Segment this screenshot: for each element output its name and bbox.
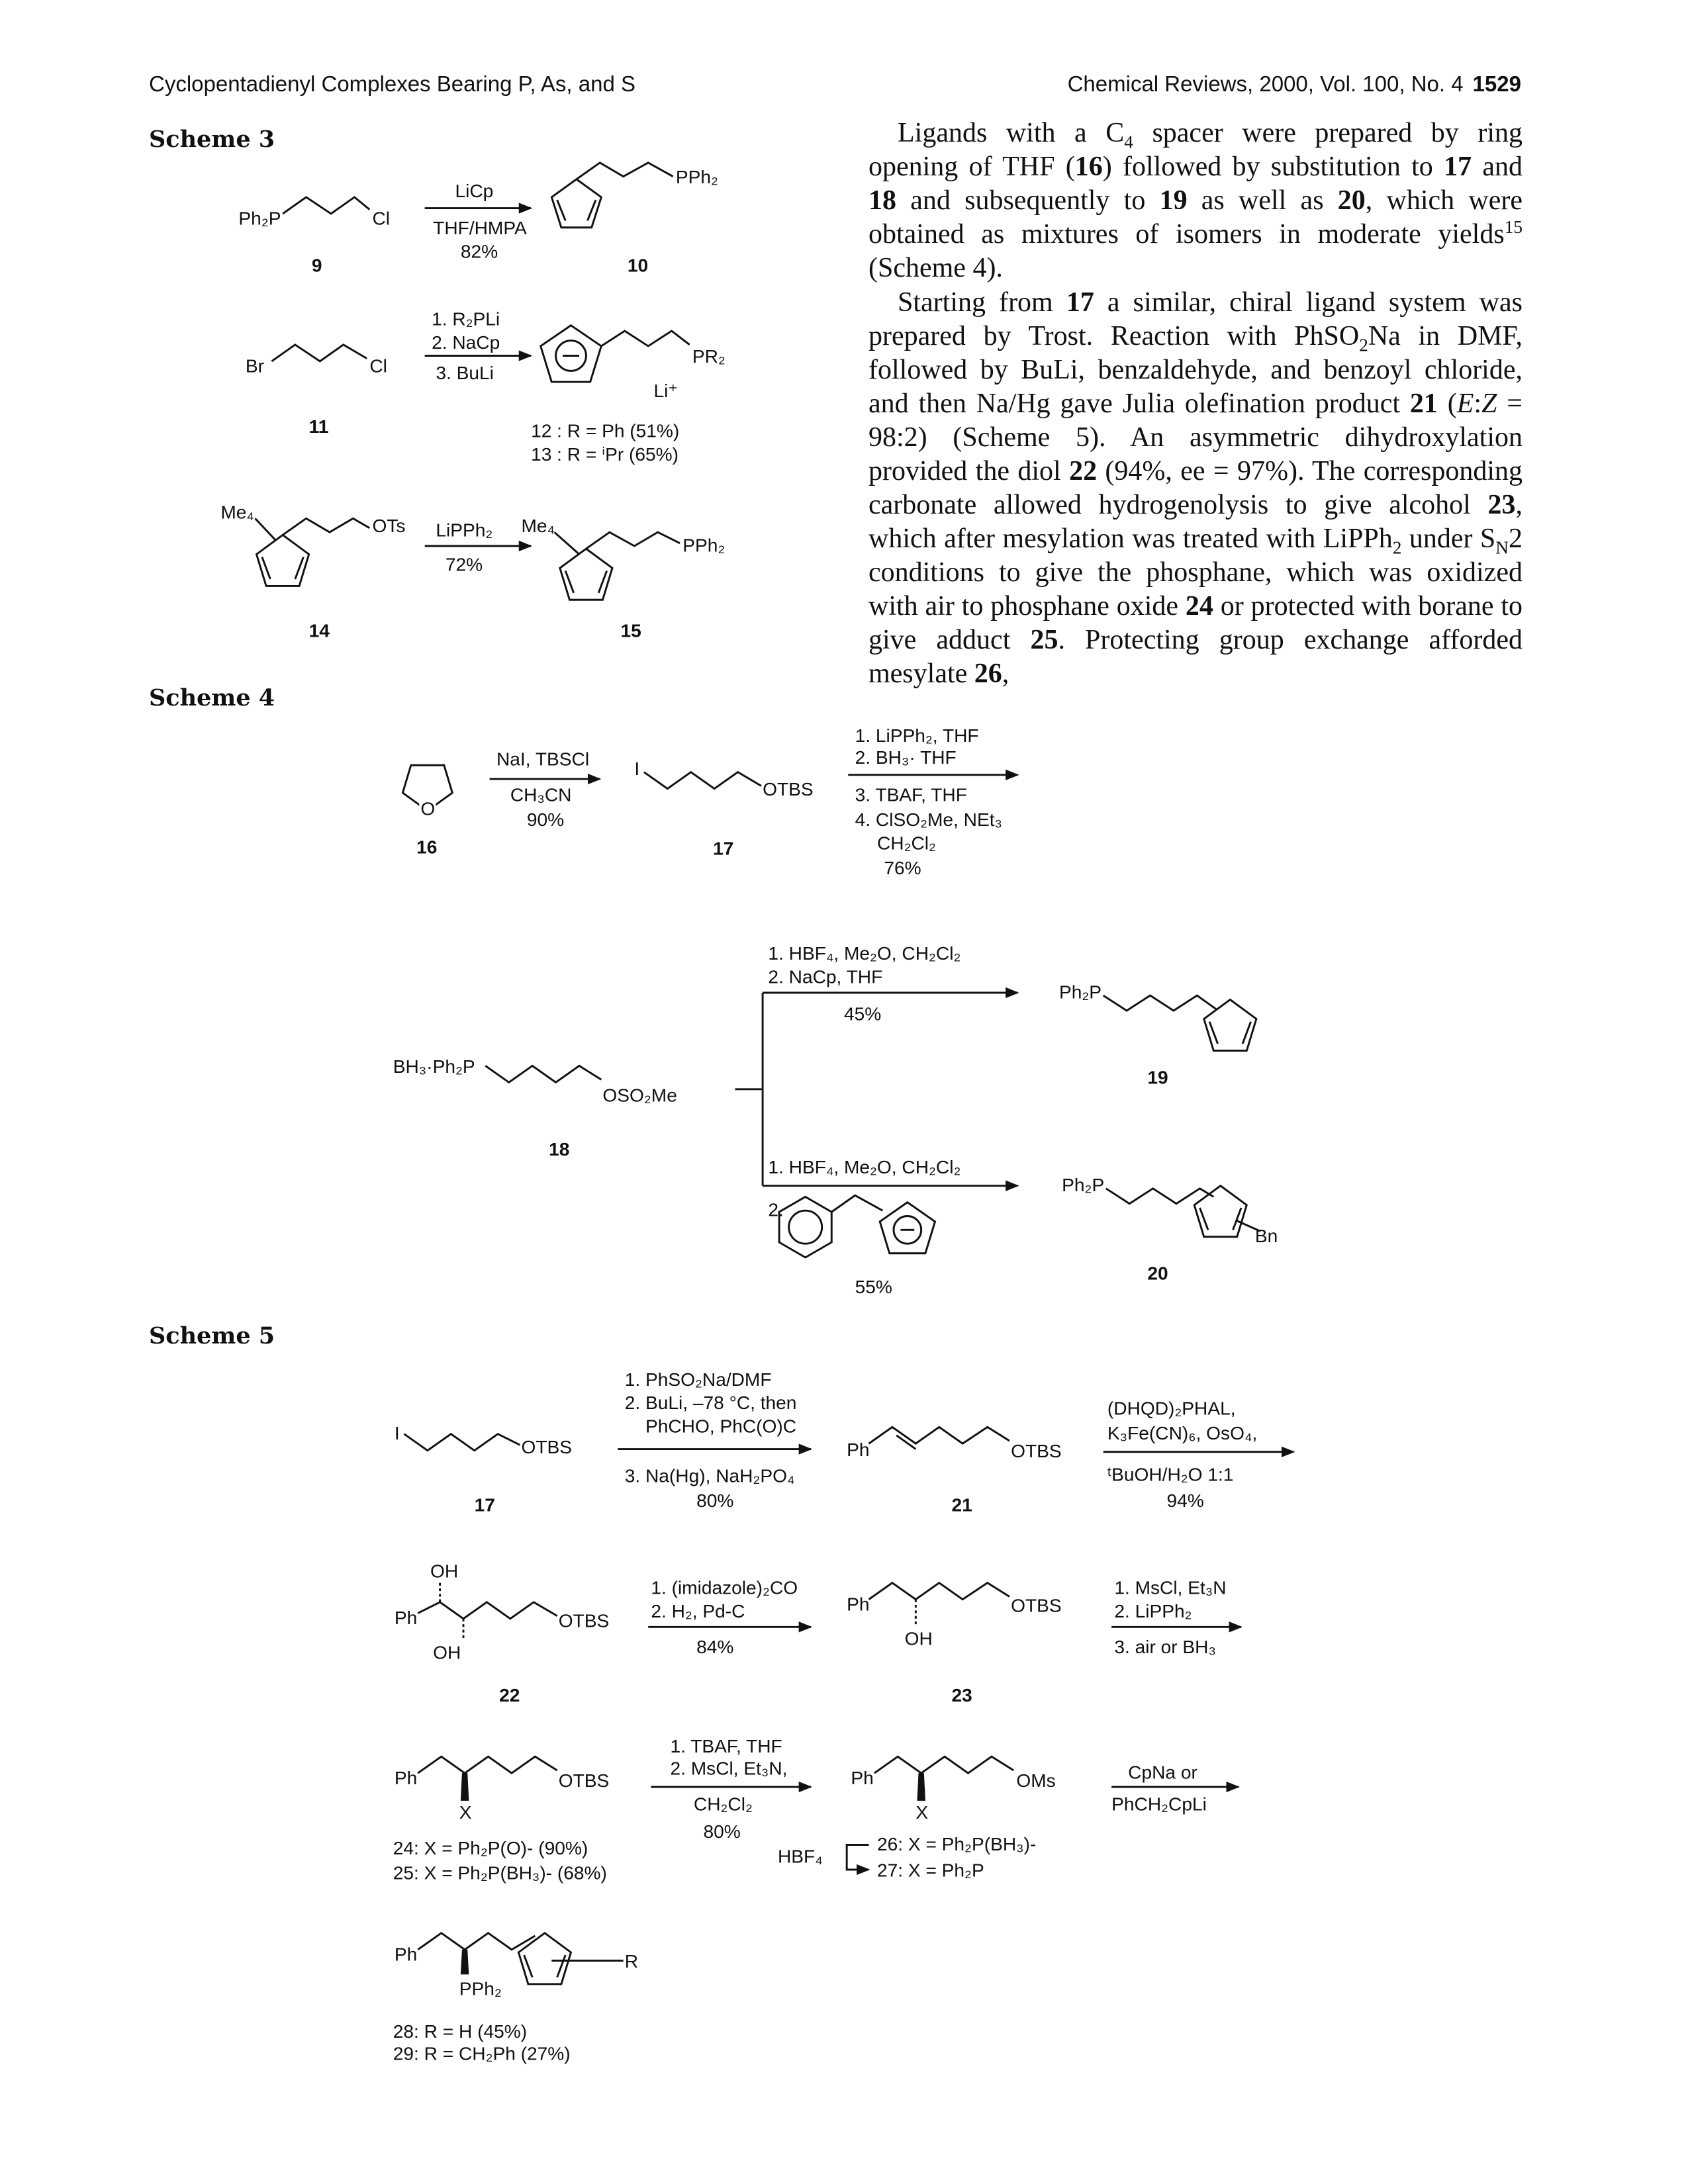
product-12-label: 12 : R = Ph (51%) bbox=[531, 420, 680, 441]
step-label: 1. R₂PLi bbox=[432, 308, 500, 330]
compound-reference: 19 bbox=[1159, 185, 1188, 216]
ph2p-label: Ph₂P bbox=[238, 208, 281, 229]
cyclopentadiene-ring bbox=[257, 535, 309, 586]
yield-label: 94% bbox=[1166, 1490, 1204, 1512]
text-segment: : bbox=[1474, 388, 1482, 419]
compound-number: 18 bbox=[549, 1138, 570, 1160]
me4-label: Me₄ bbox=[521, 516, 555, 537]
step-label: 2. BH₃· THF bbox=[855, 747, 957, 768]
oms-label: OMs bbox=[1016, 1770, 1056, 1791]
text-segment: 4 bbox=[1124, 132, 1133, 152]
compound-reference: 16 bbox=[1074, 152, 1103, 182]
hbf4-label: HBF₄ bbox=[778, 1846, 823, 1867]
text-segment: (Scheme 4). bbox=[868, 253, 1003, 283]
yield-label: 55% bbox=[855, 1277, 892, 1298]
wedge-bond bbox=[917, 1773, 925, 1801]
step-label: 2. bbox=[768, 1199, 784, 1220]
text-segment: 2 bbox=[1359, 335, 1368, 355]
compound-number: 11 bbox=[308, 416, 329, 437]
alcohol-chain bbox=[869, 1583, 1010, 1600]
scheme-4 bbox=[393, 725, 1278, 1297]
product-26-label: 26: X = Ph₂P(BH₃)- bbox=[877, 1833, 1037, 1854]
oso2me-label: OSO₂Me bbox=[602, 1085, 677, 1106]
step-label: CH₂Cl₂ bbox=[693, 1794, 753, 1815]
text-segment: . Protecting group exchange afforded mesylate bbox=[868, 625, 1523, 689]
text-segment: (94%, ee = 97%). The corresponding carbonate allowed hydrogenolysis to give alcohol bbox=[868, 456, 1523, 520]
step-label: K₃Fe(CN)₆, OsO₄, bbox=[1107, 1423, 1258, 1443]
text-segment: , which after mesylation was treated with LiPPh bbox=[868, 490, 1523, 554]
butyl-chain bbox=[404, 1434, 520, 1451]
diol-chain bbox=[418, 1602, 557, 1619]
step-label: 2. NaCp bbox=[432, 332, 500, 353]
propyl-chain bbox=[586, 532, 680, 549]
alkene-chain bbox=[869, 1427, 1010, 1443]
compound-reference: 23 bbox=[1487, 490, 1516, 520]
compound-number: 17 bbox=[474, 1494, 495, 1516]
step-label: 1. MsCl, Et₃N bbox=[1114, 1577, 1227, 1598]
text-segment: and bbox=[1472, 152, 1523, 182]
step-label: ᵗBuOH/H₂O 1:1 bbox=[1107, 1464, 1234, 1485]
otbs-label: OTBS bbox=[1011, 1595, 1062, 1616]
butyl-chain bbox=[644, 772, 761, 789]
hydroxyl-label: OH bbox=[430, 1561, 459, 1582]
product-13-label: 13 : R = ⁱPr (65%) bbox=[531, 443, 679, 465]
compound-number: 16 bbox=[416, 837, 438, 858]
compound-reference: 18 bbox=[868, 185, 896, 216]
text-segment: Starting from bbox=[898, 287, 1066, 318]
yield-label: 76% bbox=[884, 857, 921, 878]
phenyl-label: Ph bbox=[847, 1594, 870, 1615]
reagent-label: NaI, TBSCl bbox=[496, 749, 590, 770]
yield-label: 80% bbox=[703, 1821, 741, 1843]
step-label: 3. air or BH₃ bbox=[1114, 1636, 1216, 1657]
step-label: 3. TBAF, THF bbox=[855, 784, 967, 805]
me4-label: Me₄ bbox=[220, 502, 254, 523]
text-segment: ( bbox=[1437, 388, 1457, 419]
compound-reference: 25 bbox=[1030, 625, 1058, 655]
pph2-label: PPh₂ bbox=[682, 535, 726, 556]
product-29-label: 29: R = CH₂Ph (27%) bbox=[393, 2043, 571, 2064]
otbs-label: OTBS bbox=[763, 779, 814, 800]
step-label: 3. Na(Hg), NaH₂PO₄ bbox=[624, 1465, 795, 1486]
text-segment: 15 bbox=[1504, 217, 1523, 237]
benzene-ring bbox=[779, 1197, 831, 1257]
page-number: 1529 bbox=[1472, 71, 1521, 96]
phosphane-chain bbox=[418, 1756, 557, 1773]
conversion-bracket-arrow bbox=[847, 1845, 868, 1870]
otbs-label: OTBS bbox=[558, 1610, 610, 1631]
text-segment: Ligands with a C bbox=[898, 118, 1125, 148]
compound-number: 19 bbox=[1147, 1067, 1168, 1088]
text-segment: a similar, chiral ligand system was prepared by Trost. Reaction with PhSO bbox=[868, 287, 1523, 351]
x-substituent-label: X bbox=[459, 1801, 472, 1823]
propyl-chain bbox=[283, 197, 369, 214]
butyl-chain bbox=[1106, 1189, 1214, 1204]
cl-label: Cl bbox=[372, 208, 391, 229]
scheme-5 bbox=[393, 1369, 1293, 2064]
yield-label: 84% bbox=[696, 1636, 734, 1657]
r-substituent-label: R bbox=[624, 1950, 639, 1972]
propyl-chain bbox=[271, 345, 367, 361]
propyl-chain bbox=[283, 518, 369, 535]
bond bbox=[255, 518, 275, 540]
methylene-bond bbox=[831, 1195, 882, 1212]
step-label: CH₂Cl₂ bbox=[877, 833, 936, 854]
yield-label: 82% bbox=[460, 241, 498, 262]
wedge-bond bbox=[461, 1773, 469, 1801]
step-label: 2. H₂, Pd-C bbox=[651, 1600, 745, 1621]
compound-number: 9 bbox=[311, 255, 322, 276]
product-24-label: 24: X = Ph₂P(O)- (90%) bbox=[393, 1838, 588, 1859]
mesylate-chain bbox=[874, 1756, 1013, 1773]
propyl-chain bbox=[601, 331, 689, 346]
hydroxyl-label: OH bbox=[904, 1628, 933, 1649]
x-substituent-label: X bbox=[915, 1801, 929, 1823]
text-segment: , bbox=[1002, 659, 1009, 689]
product-25-label: 25: X = Ph₂P(BH₃)- (68%) bbox=[393, 1862, 607, 1884]
text-segment: under S bbox=[1401, 523, 1496, 554]
text-segment: , which were obtained as mixtures of isomers in moderate yields bbox=[868, 185, 1523, 250]
phenyl-label: Ph bbox=[851, 1767, 874, 1788]
cyclopentadiene-ring bbox=[1204, 999, 1256, 1050]
text-segment: 2 conditions to give the phosphane, which was oxidized with air to phosphane oxide bbox=[868, 523, 1523, 621]
pr2-label: PR₂ bbox=[692, 345, 726, 367]
compound-reference: 17 bbox=[1066, 287, 1094, 318]
otbs-label: OTBS bbox=[558, 1770, 610, 1791]
compound-reference: 26 bbox=[974, 659, 1002, 689]
step-label: 2. LiPPh₂ bbox=[1114, 1600, 1192, 1621]
butyl-chain bbox=[485, 1066, 601, 1082]
compound-reference: 24 bbox=[1185, 591, 1213, 621]
pph2-label: PPh₂ bbox=[675, 167, 718, 188]
br-label: Br bbox=[245, 355, 264, 377]
reagent-label: LiCp bbox=[455, 180, 494, 201]
step-label: 2. BuLi, –78 °C, then bbox=[624, 1392, 797, 1414]
yield-label: 45% bbox=[844, 1003, 882, 1024]
phenyl-label: Ph bbox=[394, 1608, 418, 1629]
reagent-label: LiPPh₂ bbox=[436, 520, 493, 541]
text-segment: Z bbox=[1481, 388, 1497, 419]
oxygen-label: O bbox=[420, 798, 436, 819]
compound-reference: 22 bbox=[1069, 456, 1098, 486]
iodo-label: I bbox=[394, 1423, 400, 1443]
scheme-5-title: Scheme 5 bbox=[149, 1322, 275, 1349]
compound-number: 17 bbox=[713, 838, 734, 859]
step-label: 1. HBF₄, Me₂O, CH₂Cl₂ bbox=[768, 1156, 961, 1177]
text-segment: 2 bbox=[1392, 537, 1402, 558]
text-segment: and subsequently to bbox=[896, 185, 1160, 216]
scheme-3 bbox=[220, 163, 725, 641]
phenyl-label: Ph bbox=[394, 1944, 418, 1965]
text-segment: N bbox=[1495, 537, 1509, 558]
running-header-title: Cyclopentadienyl Complexes Bearing P, As, and S bbox=[149, 71, 635, 96]
text-segment: E bbox=[1456, 388, 1474, 419]
step-label: 1. (imidazole)₂CO bbox=[651, 1577, 798, 1598]
compound-number: 15 bbox=[620, 620, 641, 641]
condition-label: CH₃CN bbox=[510, 784, 572, 805]
cyclopentadienyl-ring bbox=[880, 1203, 935, 1253]
step-label: 4. ClSO₂Me, NEt₃ bbox=[855, 809, 1002, 830]
condition-label: THF/HMPA bbox=[433, 218, 527, 239]
compound-number: 10 bbox=[627, 255, 649, 276]
step-label: 1. HBF₄, Me₂O, CH₂Cl₂ bbox=[768, 943, 961, 964]
compound-reference: 17 bbox=[1444, 152, 1472, 182]
product-27-label: 27: X = Ph₂P bbox=[877, 1860, 984, 1881]
text-segment: or protected with borane to give adduct bbox=[868, 591, 1523, 655]
ph2p-label: Ph₂P bbox=[1059, 981, 1102, 1003]
benzyl-label: Bn bbox=[1254, 1226, 1278, 1247]
product-28-label: 28: R = H (45%) bbox=[393, 2021, 528, 2042]
step-label: PhCHO, PhC(O)C bbox=[645, 1416, 797, 1437]
yield-label: 72% bbox=[445, 554, 483, 575]
text-segment: = 98:2) (Scheme 5). An asymmetric dihydroxylation provided the diol bbox=[868, 388, 1523, 486]
step-label: 1. PhSO₂Na/DMF bbox=[624, 1369, 772, 1390]
cyclopentadiene-ring bbox=[1194, 1186, 1246, 1237]
text-segment: as well as bbox=[1187, 185, 1338, 216]
iodo-label: I bbox=[634, 758, 640, 779]
cyclopentadiene-ring bbox=[560, 549, 612, 600]
cl-label: Cl bbox=[369, 355, 387, 377]
reagent-label: PhCH₂CpLi bbox=[1111, 1794, 1207, 1815]
text-segment: spacer were prepared by ring opening of THF ( bbox=[868, 118, 1523, 182]
compound-number: 14 bbox=[308, 620, 330, 641]
butyl-chain bbox=[1103, 995, 1217, 1011]
phenyl-label: Ph bbox=[847, 1439, 870, 1460]
yield-label: 80% bbox=[696, 1490, 734, 1512]
hydroxyl-label: OH bbox=[433, 1642, 461, 1663]
text-segment: Na in DMF, followed by BuLi, benzaldehyde, and benzoyl chloride, and then Na/Hg gave Julia olefination product bbox=[868, 321, 1523, 419]
otbs-label: OTBS bbox=[521, 1436, 573, 1457]
otbs-label: OTBS bbox=[1011, 1441, 1062, 1462]
wedge-bond bbox=[461, 1950, 469, 1975]
pph2-label: PPh₂ bbox=[459, 1978, 502, 1999]
bond bbox=[555, 532, 580, 554]
compound-number: 21 bbox=[951, 1494, 972, 1516]
scheme-3-title: Scheme 3 bbox=[149, 126, 275, 153]
reagent-label: CpNa or bbox=[1128, 1762, 1197, 1783]
text-segment: ) followed by substitution to bbox=[1102, 152, 1444, 182]
step-label: (DHQD)₂PHAL, bbox=[1107, 1398, 1236, 1419]
compound-number: 22 bbox=[499, 1684, 520, 1706]
step-label: 1. LiPPh₂, THF bbox=[855, 725, 979, 746]
phosphane-chain bbox=[418, 1933, 535, 1950]
scheme-4-title: Scheme 4 bbox=[149, 684, 275, 711]
compound-reference: 21 bbox=[1409, 388, 1438, 419]
propyl-chain bbox=[577, 163, 673, 179]
ph2p-label: Ph₂P bbox=[1062, 1175, 1105, 1195]
step-label: 3. BuLi bbox=[436, 362, 494, 383]
compound-reference: 20 bbox=[1337, 185, 1366, 216]
compound-number: 23 bbox=[951, 1684, 972, 1706]
bh3-ph2p-label: BH₃·Ph₂P bbox=[393, 1056, 475, 1077]
ots-label: OTs bbox=[372, 516, 406, 537]
cyclopentadienyl-ring bbox=[541, 326, 602, 382]
lithium-cation: Li⁺ bbox=[653, 381, 679, 401]
compound-number: 20 bbox=[1147, 1263, 1168, 1284]
journal-citation: Chemical Reviews, 2000, Vol. 100, No. 4 bbox=[1067, 71, 1464, 96]
step-label: 2. NaCp, THF bbox=[768, 966, 883, 987]
aromatic-circle bbox=[789, 1210, 822, 1244]
phenyl-label: Ph bbox=[394, 1767, 418, 1788]
step-label: 1. TBAF, THF bbox=[670, 1735, 782, 1756]
step-label: 2. MsCl, Et₃N, bbox=[670, 1758, 788, 1779]
yield-label: 90% bbox=[526, 809, 565, 830]
